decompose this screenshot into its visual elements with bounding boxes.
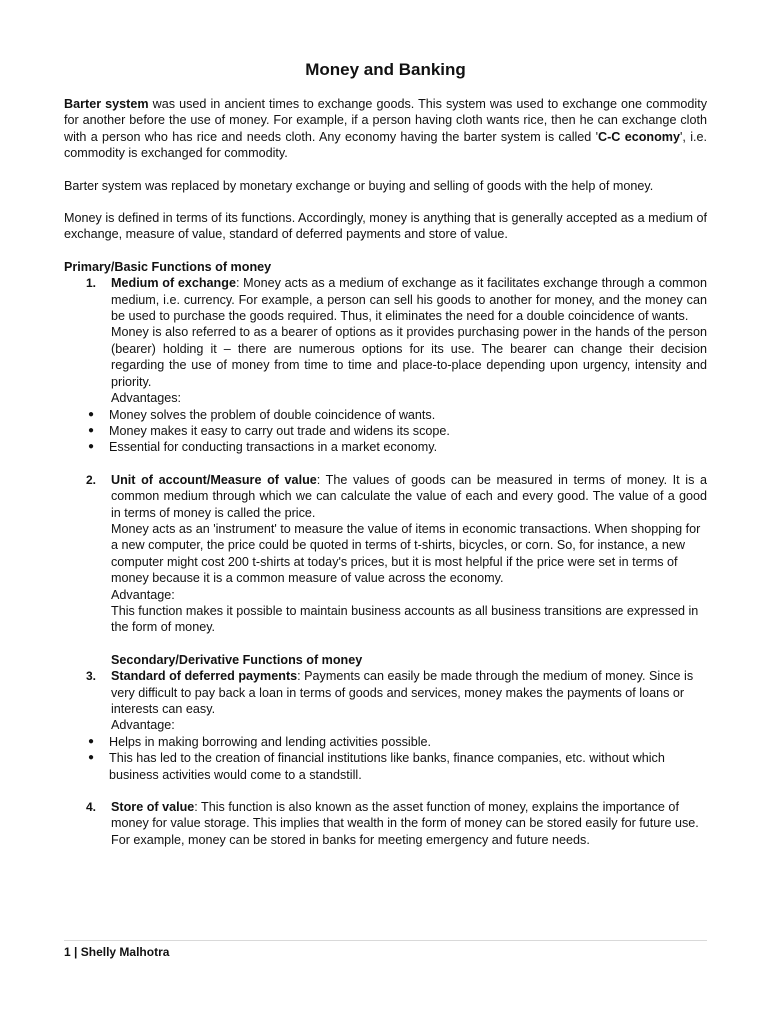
- footer-separator: |: [74, 945, 78, 959]
- intro-paragraph-barter: Barter system was used in ancient times to exchange goods. This system was used to exchange one commodity for another before the use of money. For example, if a person having cloth wants rice, then he can exchange cloth with a person who has rice and needs cloth. Any economy having the barter system is called 'C-C economy', i.e. commodity is exchanged for commodity.: [64, 97, 708, 161]
- cc-economy-term: C-C economy: [598, 129, 680, 144]
- advantage-text: This function makes it possible to maintain business accounts as all business transitions are expressed in the form of money.: [111, 603, 699, 635]
- function-item-unit-of-account: 2. Unit of account/Measure of value: The values of goods can be measured in terms of money. It is a common medium through which we can calculate the value of each and every good. The value of a good in terms of money is called the price. Money acts as an 'instrument' to measure the value of items in economic transactions. When shopping for a new computer, the price could be quoted in terms of t-shirts, bicycles, or corn. So, for instance, a new computer might cost 200 t-shirts at today's prices, but it is most helpful if the price were set in terms of money because it is a common measure of value across the economy. Advantage: This function makes it possible to maintain business accounts as all business transitions are expressed in the form of money.: [86, 472, 707, 635]
- intro-paragraph-monetary: Barter system was replaced by monetary exchange or buying and selling of goods with the help of money.: [64, 178, 654, 193]
- advantages-list: [64, 407, 707, 456]
- page-footer: [64, 940, 707, 960]
- list-item: ● Helps in making borrowing and lending activities possible.: [64, 734, 707, 750]
- item-extra-text: Money acts as an 'instrument' to measure the value of items in economic transactions. When shopping for a new computer, the price could be quoted in terms of t-shirts, bicycles, or corn. So, for instance, a new computer might cost 200 t-shirts at today's prices, but it is most helpful if the price were set in terms of money because it is a common measure of value across the economy.: [111, 521, 701, 586]
- item-number: 3.: [86, 669, 97, 684]
- document-body: [64, 58, 707, 848]
- page-title: Money and Banking: [305, 60, 466, 79]
- page-number: 1: [64, 945, 71, 959]
- item-term: Medium of exchange: [111, 276, 236, 291]
- list-item: ● Money solves the problem of double coincidence of wants.: [64, 407, 707, 423]
- function-item-medium-of-exchange: 1. Medium of exchange: Money acts as a medium of exchange as it facilitates exchange through a common medium, i.e. currency. For example, a person can sell his goods to another for money, and the money can be used to purchase the goods required. Thus, it eliminates the need for a double coincidence of wants. Money is also referred to as a bearer of options as it provides purchasing power in the hands of the person (bearer) holding it – there are numerous options for its use. The bearer can change their decision regarding the use of money from time to time and place-to-place depending upon urgency, intensity and priority. Advantages:: [86, 276, 707, 406]
- advantages-list: [64, 734, 707, 783]
- function-item-store-of-value: 4. Store of value: This function is also known as the asset function of money, explains the importance of money for value storage. This implies that wealth in the form of money can be stored easily for future use. For example, money can be stored in banks for meeting emergency and future needs.: [86, 800, 699, 847]
- item-term: Unit of account/Measure of value: [111, 472, 317, 487]
- item-number: 1.: [86, 276, 97, 291]
- list-item: ● This has led to the creation of financial institutions like banks, finance companies, etc. without which business activities would come to a standstill.: [64, 750, 707, 783]
- item-extra-text: Money is also referred to as a bearer of options as it provides purchasing power in the hands of the person (bearer) holding it – there are numerous options for its use. The bearer can change their decision regarding the use of money from time to time and place-to-place depending upon urgency, intensity and priority.: [111, 325, 707, 389]
- item-number: 2.: [86, 472, 97, 487]
- item-term: Store of value: [111, 800, 195, 815]
- intro-paragraph-definition: Money is defined in terms of its functions. Accordingly, money is anything that is generally accepted as a medium of exchange, measure of value, standard of deferred payments and store of value.: [64, 211, 707, 242]
- function-item-deferred-payments: 3. Standard of deferred payments: Payments can easily be made through the medium of money. Since is very difficult to pay back a loan in terms of goods and services, money makes the payments of loans or interests can easy. Advantage:: [64, 668, 707, 734]
- advantages-label: Advantages:: [111, 391, 182, 406]
- list-item: ● Essential for conducting transactions in a market economy.: [64, 439, 707, 455]
- list-item: ● Money makes it easy to carry out trade and widens its scope.: [64, 423, 707, 439]
- item-term: Standard of deferred payments: [111, 669, 298, 684]
- secondary-functions-heading: Secondary/Derivative Functions of money: [111, 652, 363, 667]
- advantage-label: Advantage:: [111, 718, 175, 733]
- footer-author: Shelly Malhotra: [80, 945, 170, 959]
- barter-system-term: Barter system: [64, 97, 149, 111]
- item-number: 4.: [86, 800, 97, 815]
- advantage-label: Advantage:: [111, 587, 175, 602]
- primary-functions-heading: Primary/Basic Functions of money: [64, 259, 272, 274]
